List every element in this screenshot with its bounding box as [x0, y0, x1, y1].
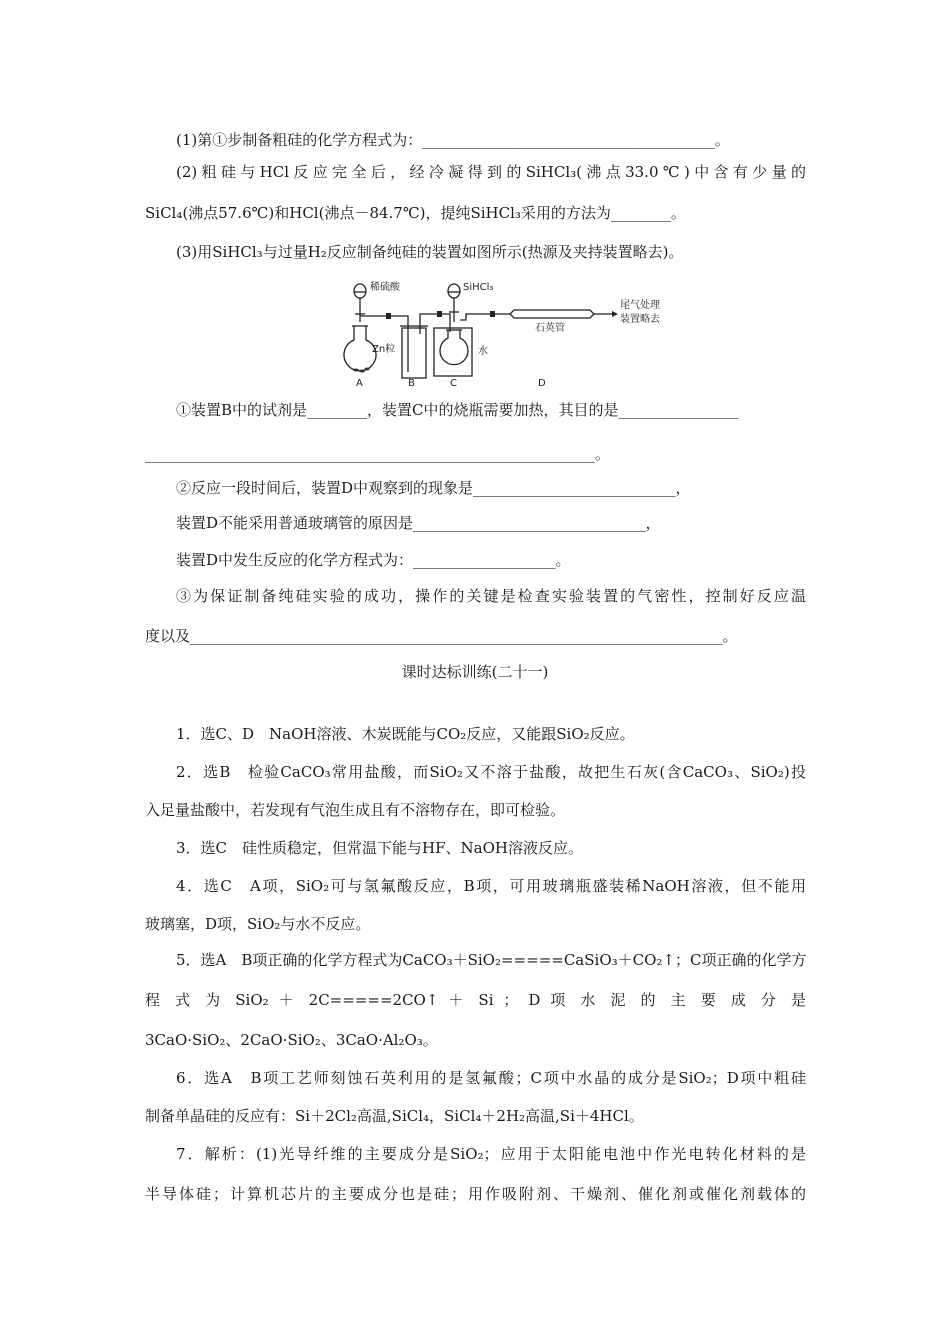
- sub-question-2-line-3: 装置D中发生反应的化学方程式为：___________________。: [176, 551, 571, 569]
- sub-question-1-line-2: ____________________________________________________________。: [145, 445, 611, 463]
- label-a: A: [356, 378, 363, 388]
- label-zinc: Zn粒: [372, 344, 396, 355]
- answer-5-line-3: 3CaO·SiO₂、2CaO·SiO₂、3CaO·Al₂O₃。: [145, 1031, 438, 1049]
- question-2-line-1: (2)粗硅与HCl反应完全后，经冷凝得到的SiHCl₃(沸点33.0℃)中含有少量的: [176, 163, 806, 181]
- answer-6-line-1: 6．选A B项工艺师刻蚀石英利用的是氢氟酸；C项中水晶的成分是SiO₂；D项中粗硅: [176, 1069, 806, 1087]
- sub-question-2-line-1: ②反应一段时间后，装置D中观察到的现象是___________________________，: [176, 479, 691, 497]
- answer-5-line-1: 5．选A B项正确的化学方程式为CaCO₃＋SiO₂=====CaSiO₃＋CO₂↑；C项正确的化学方: [176, 951, 807, 969]
- question-1: (1)第①步制备粗硅的化学方程式为：_______________________________________。: [176, 131, 730, 149]
- label-water: 水: [478, 346, 488, 357]
- answer-6-line-2: 制备单晶硅的反应有：Si＋2Cl₂高温,SiCl₄，SiCl₄＋2H₂高温,Si＋4HCl。: [145, 1107, 644, 1125]
- label-tail-gas-2: 装置略去: [620, 314, 660, 325]
- label-sihcl3: SiHCl₃: [463, 282, 494, 293]
- label-b: B: [408, 378, 415, 388]
- answer-7-line-1: 7．解析：(1)光导纤维的主要成分是SiO₂；应用于太阳能电池中作光电转化材料的是: [176, 1145, 806, 1163]
- answer-4-line-2: 玻璃塞，D项，SiO₂与水不反应。: [145, 915, 371, 933]
- answer-2-line-2: 入足量盐酸中，若发现有气泡生成且有不溶物存在，即可检验。: [145, 801, 566, 819]
- answer-3: 3．选C 硅性质稳定，但常温下能与HF、NaOH溶液反应。: [176, 839, 583, 857]
- sub-question-1-line-1: ①装置B中的试剂是________，装置C中的烧瓶需要加热，其目的是________________: [176, 401, 739, 419]
- sub-question-3-line-1: ③为保证制备纯硅实验的成功，操作的关键是检查实验装置的气密性，控制好反应温: [176, 587, 806, 605]
- answer-1: 1．选C、D NaOH溶液、木炭既能与CO₂反应，又能跟SiO₂反应。: [176, 725, 635, 743]
- answer-2-line-1: 2．选B 检验CaCO₃常用盐酸，而SiO₂又不溶于盐酸，故把生石灰(含CaCO₃、SiO₂)投: [176, 763, 806, 781]
- label-quartz-tube: 石英管: [535, 323, 565, 334]
- answer-7-line-2: 半导体硅；计算机芯片的主要成分也是硅；用作吸附剂、干燥剂、催化剂或催化剂载体的: [145, 1185, 806, 1203]
- label-tail-gas-1: 尾气处理: [620, 300, 660, 311]
- sub-question-2-line-2: 装置D不能采用普通玻璃管的原因是_______________________________，: [176, 514, 661, 532]
- label-dilute-sulfuric-acid: 稀硫酸: [370, 282, 400, 293]
- apparatus-diagram: [340, 276, 660, 388]
- label-c: C: [450, 378, 457, 388]
- question-2-line-2: SiCl₄(沸点57.6℃)和HCl(沸点－84.7℃)，提纯SiHCl₃采用的方法为________。: [145, 204, 686, 222]
- section-title: 课时达标训练(二十一): [401, 663, 549, 681]
- answer-5-line-2: 程 式 为 SiO₂ ＋ 2C=====2CO↑ ＋ Si ； D 项 水 泥 的 主 要 成 分 是: [145, 991, 806, 1009]
- answer-4-line-1: 4．选C A项，SiO₂可与氢氟酸反应，B项，可用玻璃瓶盛装稀NaOH溶液，但不能用: [176, 877, 806, 895]
- label-d: D: [538, 378, 546, 388]
- question-3: (3)用SiHCl₃与过量H₂反应制备纯硅的装置如图所示(热源及夹持装置略去)。: [176, 243, 684, 261]
- sub-question-3-line-2: 度以及_______________________________________________________________________。: [145, 627, 738, 645]
